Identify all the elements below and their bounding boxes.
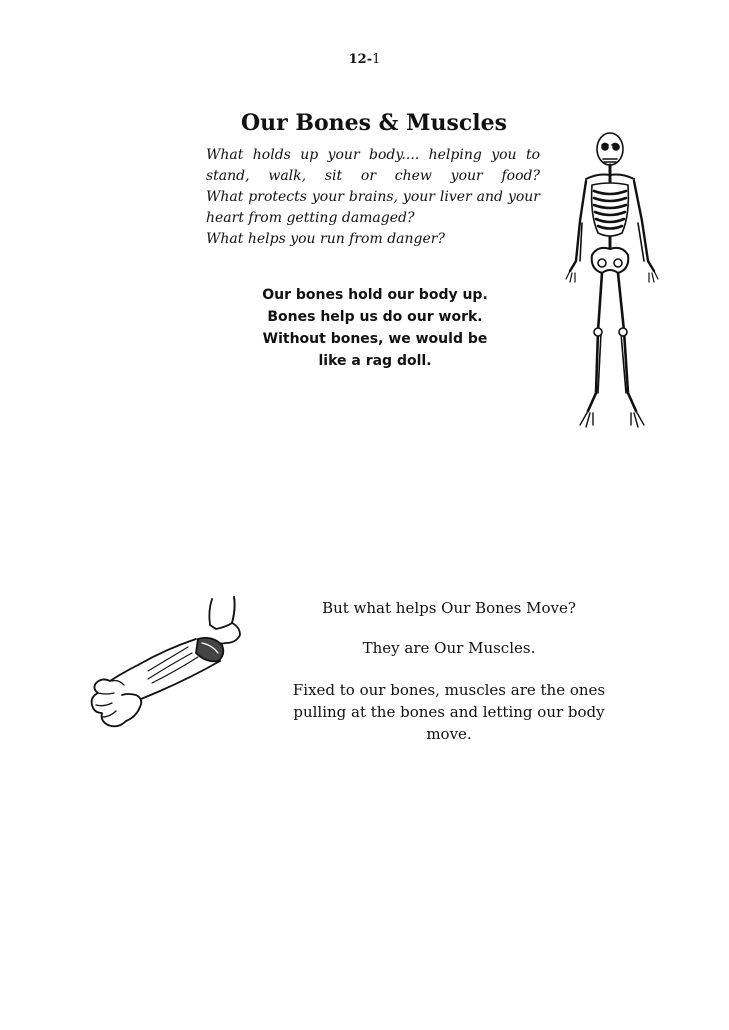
arm-muscle-illustration: [88, 595, 256, 735]
page-number-page: 1: [372, 52, 381, 67]
bones-answer: [250, 284, 500, 372]
question-line: What helps you run from danger?: [206, 231, 445, 247]
question-line: What protects your brains, your liver and your heart from getting damaged?: [206, 189, 540, 226]
muscles-explanation: Fixed to our bones, muscles are the ones pulling at the bones and letting our body move.: [292, 681, 606, 743]
answer-line: like a rag doll.: [318, 353, 432, 369]
page-title: Our Bones & Muscles: [240, 110, 508, 136]
question-line: What holds up your body.... helping you to stand, walk, sit or chew your food?: [206, 147, 540, 184]
answer-line: Bones help us do our work.: [267, 309, 483, 325]
muscles-question: But what helps Our Bones Move?: [322, 599, 576, 617]
answer-line: Without bones, we would be: [262, 331, 488, 347]
muscles-section: [286, 597, 612, 745]
answer-line: Our bones hold our body up.: [262, 287, 488, 303]
skeleton-illustration: [548, 127, 662, 432]
page-number: [0, 52, 729, 67]
muscles-reply: They are Our Muscles.: [362, 639, 536, 657]
page-number-chapter: 12-: [348, 52, 373, 67]
intro-questions: [206, 145, 540, 250]
